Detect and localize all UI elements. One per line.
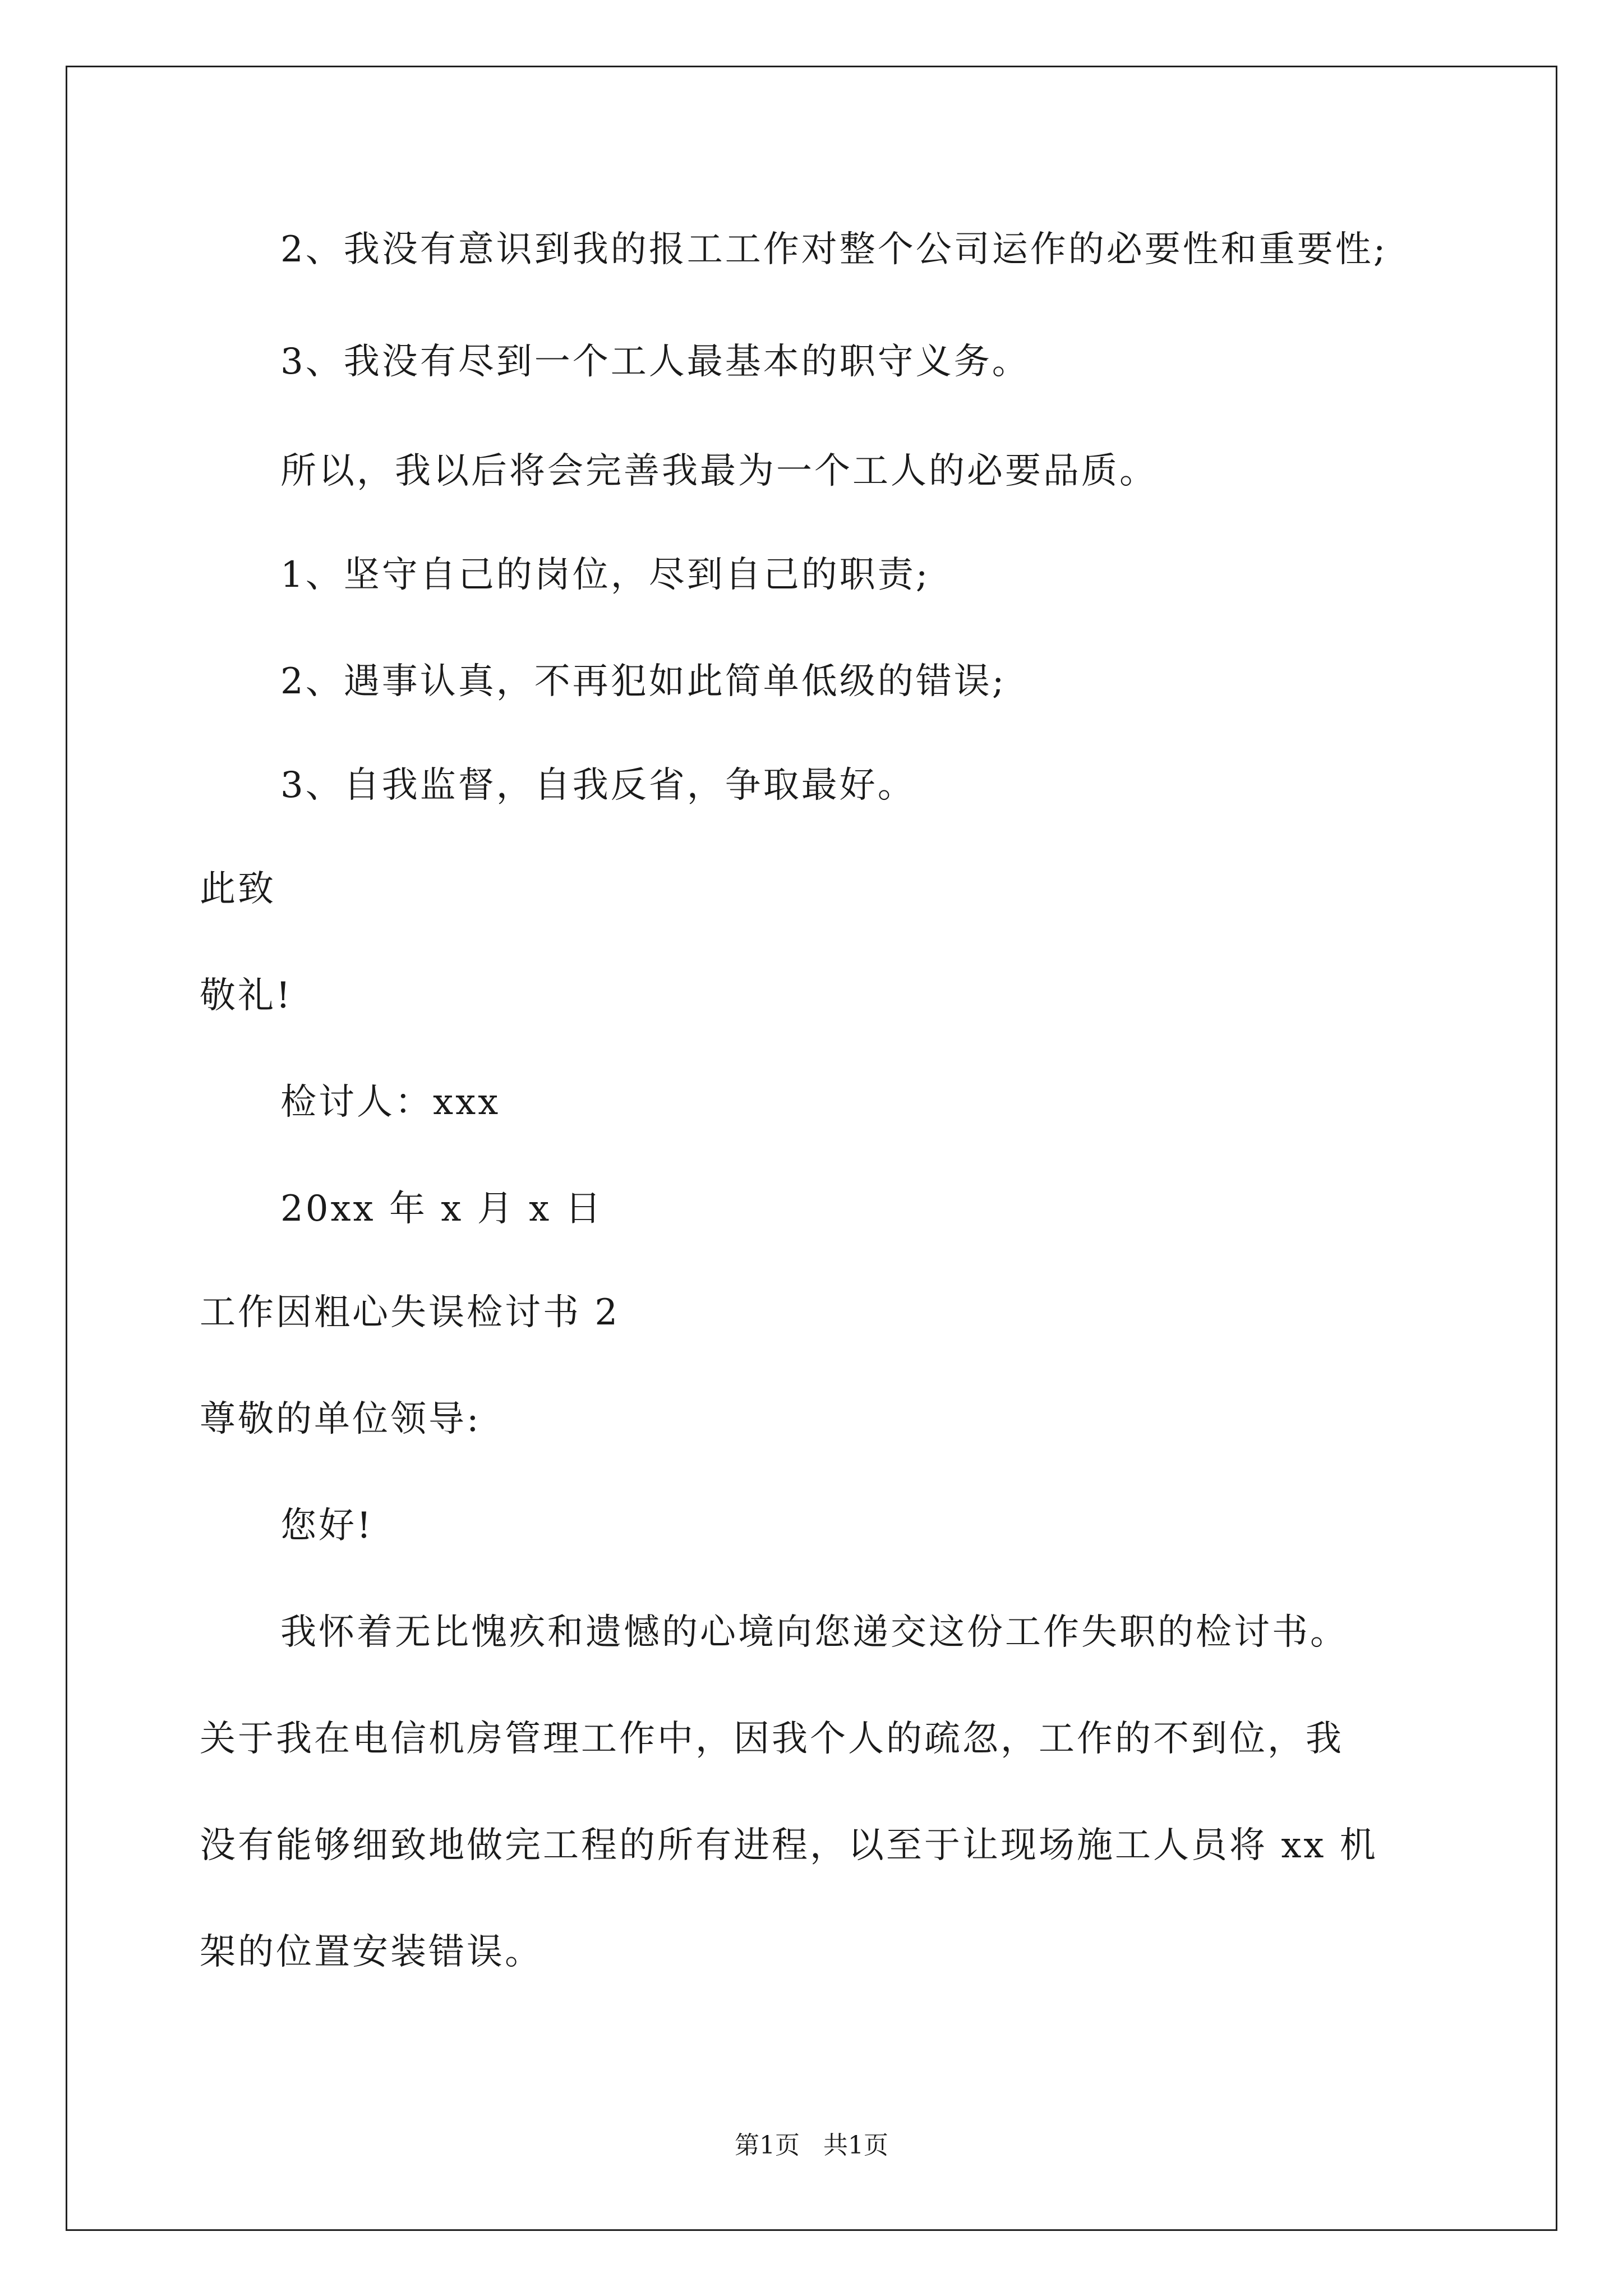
closing-line: 此致 — [200, 868, 276, 910]
text-line: 1、坚守自己的岗位，尽到自己的职责; — [280, 554, 930, 596]
text-line: 我怀着无比愧疚和遗憾的心境向您递交这份工作失职的检讨书。 — [280, 1612, 1348, 1653]
page-footer: 第1页 共1页 — [735, 2131, 888, 2160]
text-line: 所以，我以后将会完善我最为一个工人的必要品质。 — [280, 450, 1158, 492]
section-title: 工作因粗心失误检讨书 2 — [200, 1292, 620, 1333]
signature-line: 检讨人：xxx — [280, 1082, 501, 1123]
text-line: 2、遇事认真，不再犯如此简单低级的错误; — [280, 661, 1007, 702]
text-line: 架的位置安装错误。 — [200, 1931, 543, 1973]
salutation-line: 敬礼! — [200, 975, 293, 1016]
greeting-line: 尊敬的单位领导: — [200, 1398, 481, 1440]
text-line: 您好! — [280, 1505, 374, 1547]
page-border — [66, 66, 1557, 2231]
text-line: 没有能够细致地做完工程的所有进程，以至于让现场施工人员将 xx 机 — [200, 1825, 1378, 1866]
text-line: 3、我没有尽到一个工人最基本的职守义务。 — [280, 341, 1030, 383]
text-line: 关于我在电信机房管理工作中，因我个人的疏忽，工作的不到位，我 — [200, 1718, 1344, 1760]
text-line: 3、自我监督，自我反省，争取最好。 — [280, 765, 916, 806]
text-line: 2、我没有意识到我的报工工作对整个公司运作的必要性和重要性; — [280, 229, 1388, 270]
date-line: 20xx 年 x 月 x 日 — [280, 1188, 603, 1230]
